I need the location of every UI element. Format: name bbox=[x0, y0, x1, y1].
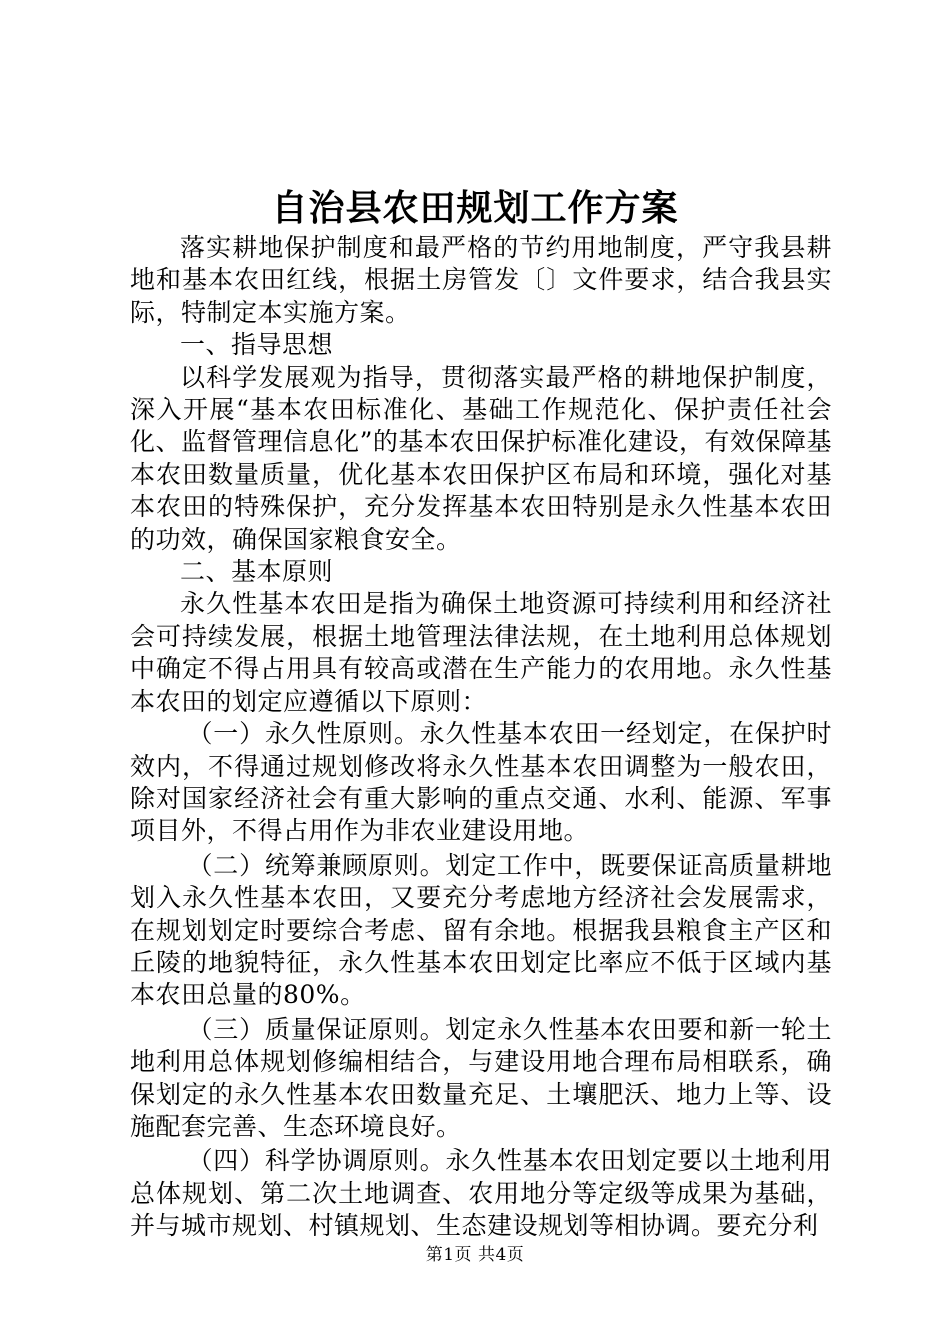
section-heading-guiding-ideology: 一、指导思想 bbox=[180, 330, 334, 360]
basic-principles-paragraph: 永久性基本农田是指为确保土地资源可持续利用和经济社会可持续发展，根据土地管理法律法规，在土地利用总体规划中确定不得占用具有较高或潜在生产能力的农用地。永久性基本农田的划定应遵循以下原则： bbox=[130, 589, 832, 716]
principle-item-1: （一）永久性原则。永久性基本农田一经划定，在保护时效内，不得通过规划修改将永久性基本农田调整为一般农田，除对国家经济社会有重大影响的重点交通、水利、能源、军事项目外，不得占用作为非农业建设用地。 bbox=[130, 719, 832, 846]
document-body bbox=[130, 232, 832, 1243]
principle-item-2: （二）统筹兼顾原则。划定工作中，既要保证高质量耕地划入永久性基本农田，又要充分考虑地方经济社会发展需求，在规划划定时要综合考虑、留有余地。根据我县粮食主产区和丘陵的地貌特征，永久性基本农田划定比率应不低于区域内基本农田总量的80%。 bbox=[130, 850, 832, 1010]
intro-paragraph: 落实耕地保护制度和最严格的节约用地制度，严守我县耕地和基本农田红线，根据土房管发〔〕文件要求，结合我县实际，特制定本实施方案。 bbox=[130, 233, 832, 327]
principle-item-3: （三）质量保证原则。划定永久性基本农田要和新一轮土地利用总体规划修编相结合，与建设用地合理布局相联系，确保划定的永久性基本农田数量充足、土壤肥沃、地力上等、设施配套完善、生态环境良好。 bbox=[130, 1014, 832, 1141]
document-title: 自治县农田规划工作方案 bbox=[271, 187, 679, 229]
guiding-ideology-paragraph: 以科学发展观为指导，贯彻落实最严格的耕地保护制度，深入开展“基本农田标准化、基础工作规范化、保护责任社会化、监督管理信息化”的基本农田保护标准化建设，有效保障基本农田数量质量，优化基本农田保护区布局和环境，强化对基本农田的特殊保护，充分发挥基本农田特别是永久性基本农田的功效，确保国家粮食安全。 bbox=[130, 362, 832, 554]
principle-item-4: （四）科学协调原则。永久性基本农田划定要以土地利用总体规划、第二次土地调查、农用地分等定级等成果为基础，并与城市规划、村镇规划、生态建设规划等相协调。要充分利 bbox=[130, 1146, 832, 1241]
section-heading-basic-principles: 二、基本原则 bbox=[180, 557, 334, 587]
page-footer: 第1页 共4页 bbox=[425, 1245, 525, 1265]
